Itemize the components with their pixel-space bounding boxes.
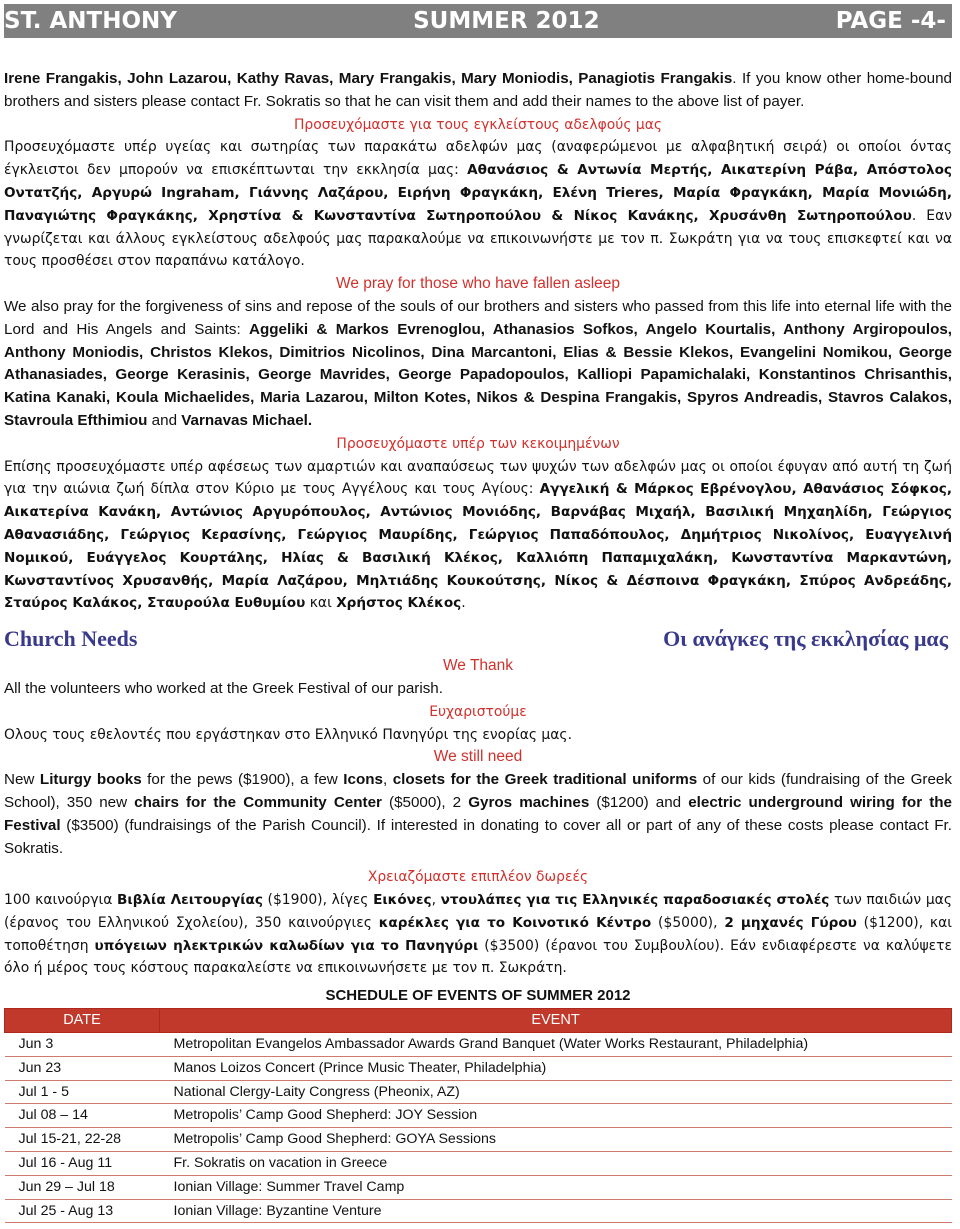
schedule-col-date: DATE bbox=[5, 1009, 160, 1033]
schedule-event: Metropolitan Evangelos Ambassador Awards Grand Banquet (Water Works Restaurant, Philadelphia) bbox=[160, 1033, 952, 1057]
schedule-event: Metropolis’ Camp Good Shepherd: JOY Session bbox=[160, 1104, 952, 1128]
we-thank-heading: We Thank bbox=[442, 657, 514, 675]
asleep-gr-paragraph: Επίσης προσευχόμαστε υπέρ αφέσεως των αμαρτιών και αναπαύσεως των ψυχών των αδελφών μας οι οποίοι έφυγαν από αυτή τη ζωή για την αιώνια ζωή δίπλα στον Κύριο με τους Αγγέλους και τους Αγίους: Αγγελική & Μάρκος Εβρένογλου, Αθανάσιος Σόφκος, Αικατερίνα Κανάκη, Αντώνιος Αργυρόπουλος, Αντώνιος Μονιόδης, Βαρνάβας Μιχαήλ, Βασιλική Μηχαηλίδη, Γεώργιος Αθανασιάδης, Γεώργιος Κερασίνης, Γεώργιος Μαυρίδης, Γεώργιος Παπαδόπουλος, Δημήτριος Νικολίνος, Ευαγγελινή Νομικού, Ευάγγελος Κουρτάλης, Ηλίας & Βασιλική Κλέκος, Καλλιόπη Παπαμιχαλάκη, Κωνσταντίνα Μαρκαντώνη, Κωνσταντίνος Χρυσανθής, Μαρία Λαζάρου, Μηλτιάδης Κουκούτσης, Νίκος & Δέσποινα Φραγκάκη, Σπύρος Ανδρεάδης, Σταύρος Καλάκος, Σταυρούλα Ευθυμίου και Χρήστος Κλέκος. bbox=[4, 458, 953, 612]
still-need-heading: We still need bbox=[433, 748, 523, 766]
more-donations-paragraph: 100 καινούργια Βιβλία Λειτουργίας ($1900), λίγες Εικόνες, ντουλάπες για τις Ελληνικές παραδοσιακές στολές των παιδιών μας (έρανος του Ελληνικού Σχολείου), 350 καινούργιες καρέκλες για το Κοινοτικό Κέντρο ($5000), 2 μηχανές Γύρου ($1200), και τοποθέτηση υπόγειων ηλεκτρικών καλωδίων για το Πανηγύρι ($3500) (έρανοι του Συμβουλίου). Εάν ενδιαφέρεστε να καλύψετε όλο ή μέρος τους κόστους παρακαλείστε να επικοινωνήσετε με τον π. Σωκράτη. bbox=[4, 892, 953, 977]
schedule-row bbox=[5, 1104, 952, 1128]
schedule-event: Ionian Village: Summer Travel Camp bbox=[160, 1175, 952, 1199]
schedule-row bbox=[5, 1033, 952, 1057]
schedule-event: Ionian Village: Byzantine Venture bbox=[160, 1199, 952, 1223]
header-parish: ST. ANTHONY bbox=[4, 8, 177, 34]
homebound-en-names: Irene Frangakis, John Lazarou, Kathy Ravas, Mary Frangakis, Mary Moniodis, Panagiotis Frangakis bbox=[4, 70, 733, 87]
header-page: PAGE -4- bbox=[835, 8, 946, 34]
schedule-row bbox=[5, 1080, 952, 1104]
homebound-gr-heading: Προσευχόμαστε για τους εγκλείστους αδελφούς μας bbox=[293, 116, 663, 133]
schedule-title: SCHEDULE OF EVENTS OF SUMMER 2012 bbox=[325, 987, 631, 1005]
page-header bbox=[4, 4, 952, 38]
we-thank-text: All the volunteers who worked at the Greek Festival of our parish. bbox=[4, 679, 443, 697]
page-content bbox=[4, 68, 952, 1223]
asleep-en-names: Aggeliki & Markos Evrenoglou, Athanasios Sofkos, Angelo Kourtalis, Anthony Argiropoulos, Anthony Moniodis, Christos Klekos, Dimitrios Nicolinos, Dina Marcantoni, Elias & Bessie Klekos, Evangelini Nomikou, George Athanasiades, George Kerasinis, George Mavrides, George Papadopoulos, Kalliopi Papamichalaki, Konstantinos Chrisanthis, Katina Kanaki, Koula Michaelides, Maria Lazarou, Milton Kotes, Nikos & Despina Frangakis, Spyros Andreadis, Stavros Calakos, Stavroula Efthimiou bbox=[4, 320, 953, 429]
schedule-event: Metropolis’ Camp Good Shepherd: GOYA Sessions bbox=[160, 1128, 952, 1152]
thank-gr-text: Ολους τους εθελοντές που εργάστηκαν στο Ελληνικό Πανηγύρι της ενορίας μας. bbox=[4, 726, 572, 743]
schedule-table bbox=[4, 1008, 952, 1223]
schedule-col-event: EVENT bbox=[160, 1009, 952, 1033]
schedule-date: Jul 16 - Aug 11 bbox=[5, 1152, 160, 1176]
schedule-event: Manos Loizos Concert (Prince Music Theater, Philadelphia) bbox=[160, 1056, 952, 1080]
thank-gr-heading: Ευχαριστούμε bbox=[429, 703, 527, 720]
schedule-header-row bbox=[5, 1009, 952, 1033]
schedule-row bbox=[5, 1152, 952, 1176]
church-needs-title-en: Church Needs bbox=[4, 625, 138, 651]
homebound-gr-names: Αθανάσιος & Αντωνία Μερτής, Αικατερίνη Ράβα, Απόστολος Οντατζής, Αργυρώ Ingraham, Γιάννης Λαζάρου, Ειρήνη Φραγκάκη, Ελένη Trieres, Μαρία Φραγκάκη, Μαρία Μονιώδη, Παναγιώτης Φραγκάκης, Χρηστίνα & Κωνσταντίνα Σωτηροπούλου & Νίκος Κανάκης, Χρυσάνθη Σωτηροπούλου bbox=[4, 162, 952, 224]
schedule-event: National Clergy-Laity Congress (Pheonix, AZ) bbox=[160, 1080, 952, 1104]
asleep-en-paragraph: We also pray for the forgiveness of sins and repose of the souls of our brothers and sisters who passed from this life into eternal life with the Lord and His Angels and Saints: Aggeliki & Markos Evrenoglou, Athanasios Sofkos, Angelo Kourtalis, Anthony Argiropoulos, Anthony Moniodis, Christos Klekos, Dimitrios Nicolinos, Dina Marcantoni, Elias & Bessie Klekos, Evangelini Nomikou, George Athanasiades, George Kerasinis, George Mavrides, George Papadopoulos, Kalliopi Papamichalaki, Konstantinos Chrisanthis, Katina Kanaki, Koula Michaelides, Maria Lazarou, Milton Kotes, Nikos & Despina Frangakis, Spyros Andreadis, Stavros Calakos, Stavroula Efthimiou and Varnavas Michael. bbox=[4, 297, 953, 429]
header-issue: SUMMER 2012 bbox=[413, 8, 600, 34]
homebound-en-paragraph: Irene Frangakis, John Lazarou, Kathy Ravas, Mary Frangakis, Mary Moniodis, Panagiotis Frangakis. If you know other home-bound brothers and sisters please contact Fr. Sokratis so that he can visit them and add their names to the above list of payer. bbox=[4, 70, 952, 110]
still-need-paragraph: New Liturgy books for the pews ($1900), a few Icons, closets for the Greek traditional uniforms of our kids (fundraising of the Greek School), 350 new chairs for the Community Center ($5000), 2 Gyros machines ($1200) and electric underground wiring for the Festival ($3500) (fundraisings of the Parish Council). If interested in donating to cover all or part of any of these costs please contact Fr. Sokratis. bbox=[4, 771, 952, 857]
church-needs-title-gr: Οι ανάγκες της εκκλησίας μας bbox=[663, 625, 948, 651]
homebound-gr-paragraph: Προσευχόμαστε υπέρ υγείας και σωτηρίας των παρακάτω αδελφών μας (αναφερώμενοι με αλφαβητική σειρά) οι οποίοι όντας έγκλειστοι δεν μπορούν να επισκέπτωνται την εκκλησία μας: Αθανάσιος & Αντωνία Μερτής, Αικατερίνη Ράβα, Απόστολος Οντατζής, Αργυρώ Ingraham, Γιάννης Λαζάρου, Ειρήνη Φραγκάκη, Ελένη Trieres, Μαρία Φραγκάκη, Μαρία Μονιώδη, Παναγιώτης Φραγκάκης, Χρηστίνα & Κωνσταντίνα Σωτηροπούλου & Νίκος Κανάκης, Χρυσάνθη Σωτηροπούλου. Εαν γνωρίζεται και άλλους εγκλείστους αδελφούς μας παρακαλούμε να επικοινωνήστε με τον π. Σωκράτη για να τους επισκεφτεί και να τους προσθέσει στον παραπάνω κατάλογο. bbox=[4, 139, 953, 270]
schedule-row bbox=[5, 1056, 952, 1080]
asleep-gr-names: Αγγελική & Μάρκος Εβρένογλου, Αθανάσιος Σόφκος, Αικατερίνα Κανάκη, Αντώνιος Αργυρόπουλος, Αντώνιος Μονιόδης, Βαρνάβας Μιχαήλ, Βασιλική Μηχαηλίδη, Γεώργιος Αθανασιάδης, Γεώργιος Κερασίνης, Γεώργιος Μαυρίδης, Γεώργιος Παπαδόπουλος, Δημήτριος Νικολίνος, Ευαγγελινή Νομικού, Ευάγγελος Κουρτάλης, Ηλίας & Βασιλική Κλέκος, Καλλιόπη Παπαμιχαλάκη, Κωνσταντίνα Μαρκαντώνη, Κωνσταντίνος Χρυσανθής, Μαρία Λαζάρου, Μηλτιάδης Κουκούτσης, Νίκος & Δέσποινα Φραγκάκη, Σπύρος Ανδρεάδης, Σταύρος Καλάκος, Σταυρούλα Ευθυμίου bbox=[4, 481, 953, 612]
more-donations-heading: Χρειαζόμαστε επιπλέον δωρεές bbox=[367, 869, 589, 886]
schedule-date: Jul 15-21, 22-28 bbox=[5, 1128, 160, 1152]
schedule-date: Jul 25 - Aug 13 bbox=[5, 1199, 160, 1223]
schedule-date: Jun 3 bbox=[5, 1033, 160, 1057]
schedule-body bbox=[5, 1033, 952, 1223]
schedule-date: Jun 23 bbox=[5, 1056, 160, 1080]
schedule-row bbox=[5, 1128, 952, 1152]
church-needs-heading bbox=[4, 623, 952, 655]
asleep-en-heading: We pray for those who have fallen asleep bbox=[335, 275, 621, 293]
schedule-row bbox=[5, 1175, 952, 1199]
schedule-event: Fr. Sokratis on vacation in Greece bbox=[160, 1152, 952, 1176]
asleep-gr-heading: Προσευχόμαστε υπέρ των κεκοιμημένων bbox=[336, 435, 620, 452]
schedule-date: Jul 08 – 14 bbox=[5, 1104, 160, 1128]
schedule-date: Jul 1 - 5 bbox=[5, 1080, 160, 1104]
schedule-row bbox=[5, 1199, 952, 1223]
schedule-date: Jun 29 – Jul 18 bbox=[5, 1175, 160, 1199]
